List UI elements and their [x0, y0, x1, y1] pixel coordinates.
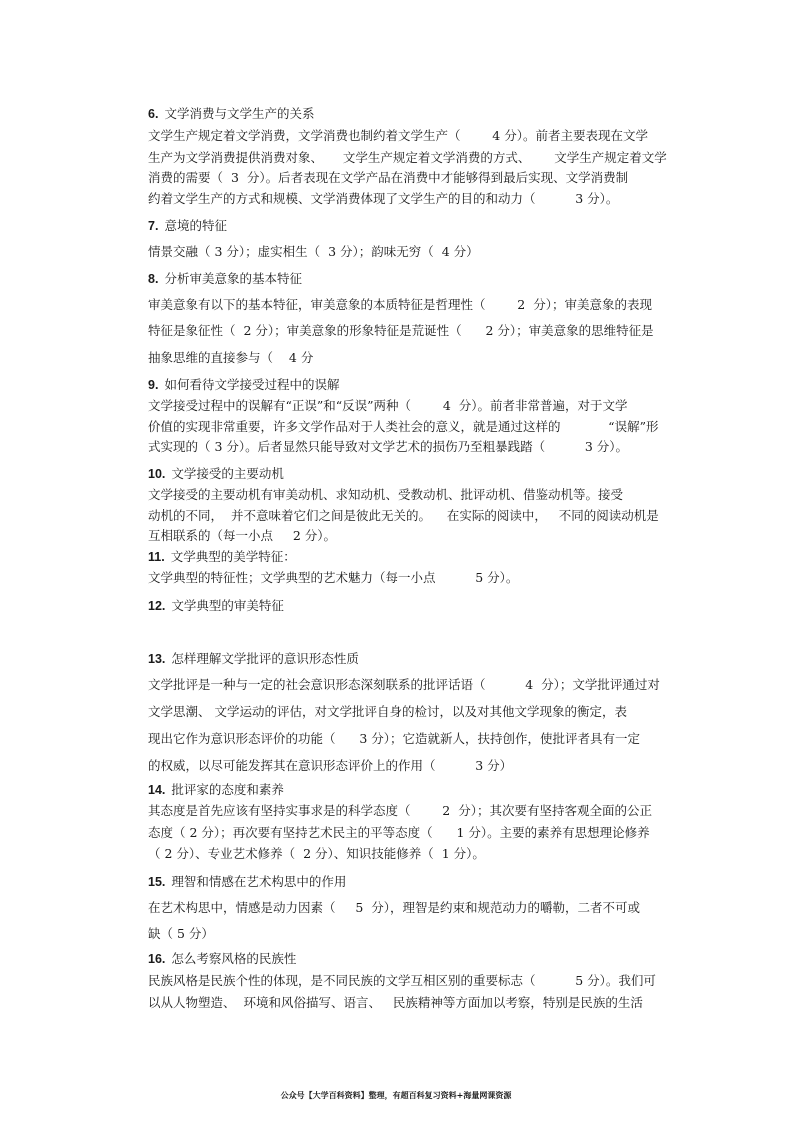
item-13-heading	[148, 651, 359, 667]
item-8-line: 特征是象征性（ 2 分）；审美意象的形象特征是荒诞性（ 2 分）；审美意象的思维特征是	[148, 323, 654, 338]
item-14-line: 态度（ 2 分）；再次要有坚持艺术民主的平等态度（ 1 分）。主要的素养有思想理论修养	[148, 825, 650, 840]
item-6-line: 约着文学生产的方式和规模、文学消费体现了文学生产的目的和动力（ 3 分）。	[148, 191, 619, 206]
item-8-line: 审美意象有以下的基本特征，审美意象的本质特征是哲理性（ 2 分）；审美意象的表现	[148, 297, 652, 312]
item-title: 文学典型的美学特征：	[170, 549, 296, 564]
item-16-line: 民族风格是民族个性的体现，是不同民族的文学互相区别的重要标志（ 5 分）。我们可	[148, 973, 656, 988]
item-title: 如何看待文学接受过程中的误解	[164, 377, 340, 392]
item-number: 12.	[148, 599, 166, 613]
item-11-heading	[148, 549, 296, 565]
item-number: 14.	[148, 783, 166, 797]
item-16-line: 以从人物塑造、 环境和风俗描写、语言、 民族精神等方面加以考察，特别是民族的生活	[148, 995, 643, 1010]
item-9-line: 文学接受过程中的误解有“正误”和“反误”两种（ 4 分）。前者非常普遍，对于文学	[148, 398, 628, 413]
item-15-heading	[148, 874, 346, 890]
item-title: 意境的特征	[164, 218, 227, 233]
item-9-heading	[148, 377, 339, 393]
item-title: 怎么考察风格的民族性	[171, 951, 297, 966]
item-7-line: 情景交融（ 3 分）；虚实相生（ 3 分）；韵味无穷（ 4 分）	[148, 244, 479, 259]
item-13-line: 现出它作为意识形态评价的功能（ 3 分）；它造就新人，扶持创作，使批评者具有一定	[148, 731, 641, 746]
item-12-heading	[148, 598, 284, 614]
item-number: 13.	[148, 652, 166, 666]
item-number: 7.	[148, 219, 159, 233]
item-10-line: 互相联系的（每一小点 2 分）。	[148, 528, 337, 543]
item-10-line: 文学接受的主要动机有审美动机、求知动机、受教动机、批评动机、借鉴动机等。接受	[148, 487, 624, 502]
item-9-line: 价值的实现非常重要，许多文学作品对于人类社会的意义，就是通过这样的 “误解”形	[148, 419, 659, 434]
item-number: 16.	[148, 952, 166, 966]
item-title: 理智和情感在艺术构思中的作用	[171, 874, 347, 889]
item-6-line: 消费的需要（ 3 分）。后者表现在文学产品在消费中才能够得到最后实现、文学消费制	[148, 170, 629, 185]
item-number: 10.	[148, 467, 166, 481]
item-15-line: 缺（ 5 分）	[148, 926, 214, 941]
item-6-heading	[148, 106, 314, 122]
item-13-line: 的权威，以尽可能发挥其在意识形态评价上的作用（ 3 分）	[148, 758, 513, 773]
item-7-heading	[148, 218, 227, 234]
item-14-line: （ 2 分）、专业艺术修养（ 2 分）、知识技能修养（ 1 分）。	[148, 846, 485, 861]
item-title: 文学接受的主要动机	[171, 466, 284, 481]
item-11-line: 文学典型的特征性；文学典型的艺术魅力（每一小点 5 分）。	[148, 570, 519, 585]
page-footer: 公众号【大学百科资料】整理，有超百科复习资料+海量网课资源	[280, 1090, 512, 1100]
item-10-heading	[148, 466, 284, 482]
item-title: 分析审美意象的基本特征	[164, 271, 302, 286]
item-14-line: 其态度是首先应该有坚持实事求是的科学态度（ 2 分）；其次要有坚持客观全面的公正	[148, 803, 652, 818]
item-title: 批评家的态度和素养	[171, 782, 284, 797]
item-10-line: 动机的不同， 并不意味着它们之间是彼此无关的。 在实际的阅读中， 不同的阅读动机是	[148, 508, 659, 523]
item-title: 文学典型的审美特征	[171, 598, 284, 613]
item-14-heading	[148, 782, 284, 798]
item-13-line: 文学批评是一种与一定的社会意识形态深刻联系的批评话语（ 4 分）；文学批评通过对	[148, 677, 660, 692]
item-6-line: 文学生产规定着文学消费，文学消费也制约着文学生产（ 4 分）。前者主要表现在文学	[148, 128, 648, 143]
item-8-heading	[148, 271, 302, 287]
item-8-line: 抽象思维的直接参与（ 4 分	[148, 350, 314, 365]
item-number: 6.	[148, 107, 159, 121]
item-title: 文学消费与文学生产的关系	[164, 106, 315, 121]
item-16-heading	[148, 951, 296, 967]
item-13-line: 文学思潮、 文学运动的评估，对文学批评自身的检讨，以及对其他文学现象的衡定，表	[148, 704, 627, 719]
item-number: 9.	[148, 378, 159, 392]
item-15-line: 在艺术构思中，情感是动力因素（ 5 分），理智是约束和规范动力的嚼勒，二者不可或	[148, 900, 641, 915]
item-number: 8.	[148, 272, 159, 286]
item-number: 11.	[148, 550, 165, 564]
item-title: 怎样理解文学批评的意识形态性质	[171, 651, 359, 666]
item-number: 15.	[148, 875, 166, 889]
item-9-line: 式实现的（ 3 分）。后者显然只能导致对文学艺术的损伤乃至粗暴践踏（ 3 分）。	[148, 439, 629, 454]
item-6-line: 生产为文学消费提供消费对象、 文学生产规定着文学消费的方式、 文学生产规定着文学	[148, 150, 667, 165]
